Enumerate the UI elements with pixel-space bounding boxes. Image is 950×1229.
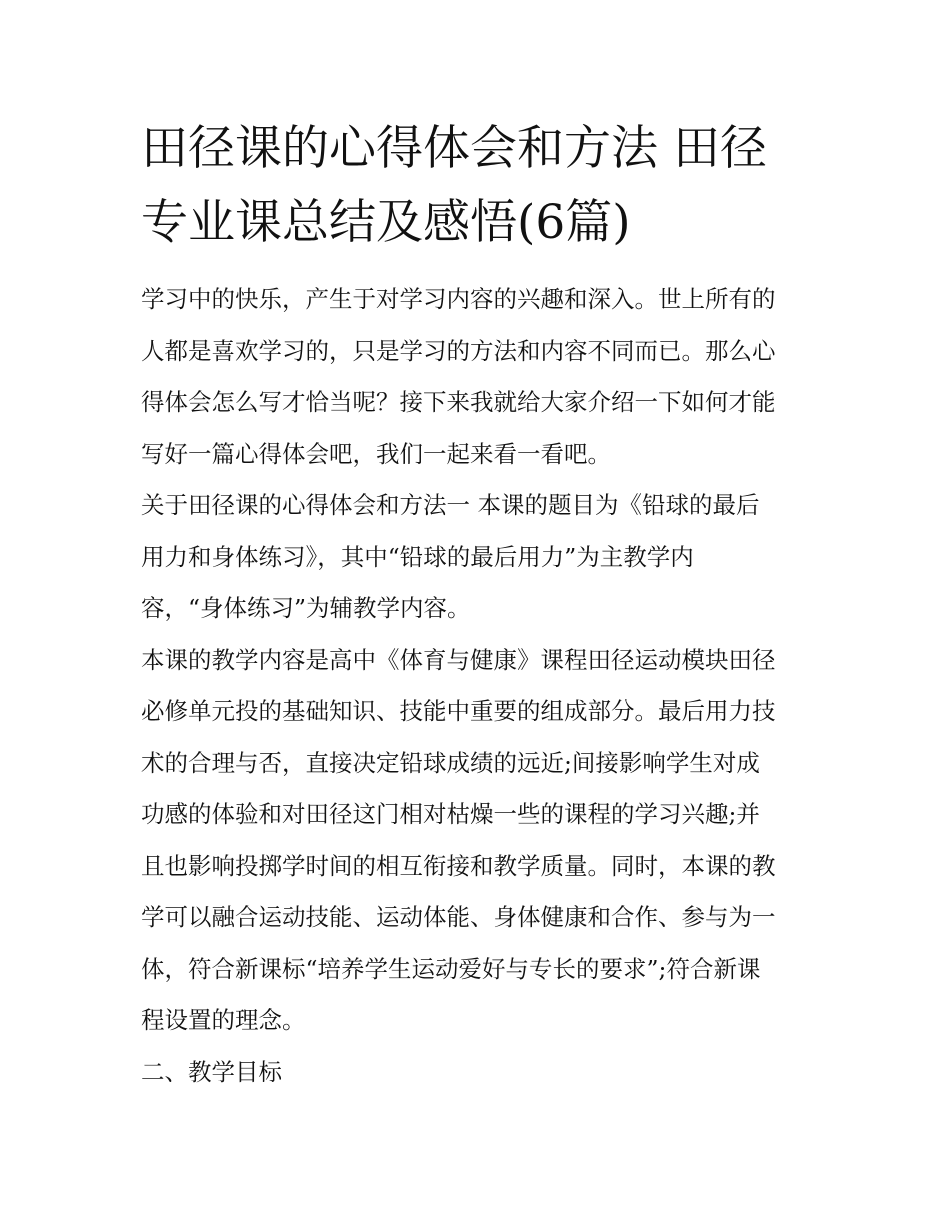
document-title (141, 112, 821, 260)
body-line: 用力和身体练习》，其中“铅球的最后用力”为主教学内 (141, 542, 694, 571)
document-body (141, 274, 831, 1098)
body-line: 且也影响投掷学时间的相互衔接和教学质量。同时，本课的教 (141, 851, 776, 880)
body-line: 容，“身体练习”为辅教学内容。 (141, 594, 471, 622)
body-line: 学可以融合运动技能、运动体能、身体健康和合作、参与为一 (141, 903, 776, 931)
body-line: 本课的教学内容是高中《体育与健康》课程田径运动模块田径 (141, 645, 776, 674)
body-line: 程设置的理念。 (141, 1006, 306, 1034)
body-line: 写好一篇心得体会吧，我们一起来看一看吧。 (141, 439, 611, 468)
title-line: 田径课的心得体会和方法 田径 (141, 121, 767, 176)
body-line: 必修单元投的基础知识、技能中重要的组成部分。最后用力技 (141, 697, 776, 725)
body-line: 得体会怎么写才恰当呢？接下来我就给大家介绍一下如何才能 (141, 388, 776, 416)
body-line: 关于田径课的心得体会和方法一 本课的题目为《铅球的最后 (141, 491, 760, 519)
title-line: 专业课总结及感悟(6篇) (141, 195, 631, 250)
body-line: 人都是喜欢学习的，只是学习的方法和内容不同而已。那么心 (141, 336, 776, 365)
body-line: 体，符合新课标“培养学生运动爱好与专长的要求”;符合新课 (141, 954, 761, 983)
body-line: 功感的体验和对田径这门相对枯燥一些的课程的学习兴趣;并 (141, 800, 760, 828)
body-line: 学习中的快乐，产生于对学习内容的兴趣和深入。世上所有的 (141, 285, 776, 313)
body-line: 术的合理与否，直接决定铅球成绩的远近;间接影响学生对成 (141, 748, 760, 777)
section-heading: 二、教学目标 (141, 1057, 282, 1086)
